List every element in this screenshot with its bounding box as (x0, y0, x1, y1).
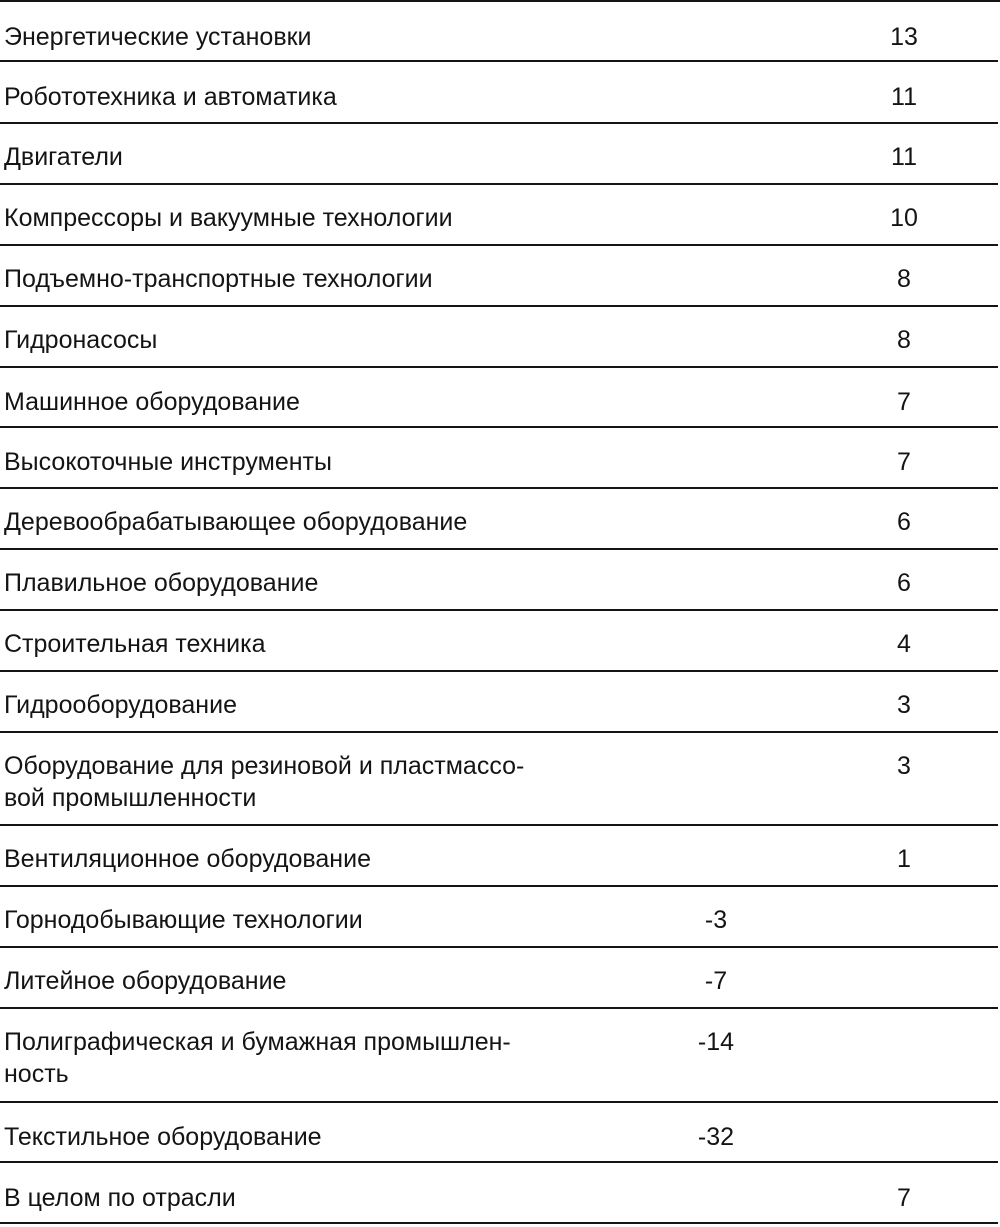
row-label-compressors: Компрессоры и вакуумные технологии (4, 204, 453, 232)
row-value-machinery: 7 (897, 388, 911, 416)
row-label-ventilation: Вентиляционное оборудование (4, 845, 371, 873)
row-label-industry-total: В целом по отрасли (4, 1184, 236, 1212)
row-value-foundry: -7 (704, 967, 728, 995)
row-value-mining: -3 (704, 906, 728, 934)
row-label-robotics: Робототехника и автоматика (4, 83, 337, 111)
row-label-lifting-transport: Подъемно-транспортные технологии (4, 265, 433, 293)
row-label-power-plants: Энергетические установки (4, 23, 312, 51)
row-divider (0, 487, 998, 489)
row-divider (0, 305, 998, 307)
row-value-compressors: 10 (890, 204, 918, 232)
row-divider (0, 885, 998, 887)
row-divider (0, 1161, 998, 1163)
row-value-woodworking: 6 (897, 508, 911, 536)
row-label-rubber-plastics: Оборудование для резиновой и пластмассо- вой промышленности (4, 752, 525, 812)
row-value-precision-tools: 7 (897, 448, 911, 476)
row-label-hydraulic-pumps: Гидронасосы (4, 326, 158, 354)
row-label-textile: Текстильное оборудование (4, 1123, 322, 1151)
table-top-rule (0, 0, 1000, 2)
row-label-melting: Плавильное оборудование (4, 569, 319, 597)
row-divider (0, 60, 998, 62)
row-divider (0, 731, 998, 733)
row-value-engines: 11 (891, 143, 917, 171)
row-divider (0, 244, 998, 246)
row-value-power-plants: 13 (890, 23, 918, 51)
row-divider (0, 824, 998, 826)
row-divider (0, 426, 998, 428)
row-value-ventilation: 1 (897, 845, 911, 873)
row-label-precision-tools: Высокоточные инструменты (4, 448, 332, 476)
row-value-rubber-plastics: 3 (897, 752, 911, 780)
table-bottom-rule (0, 1222, 998, 1224)
row-label-machinery: Машинное оборудование (4, 388, 300, 416)
row-divider (0, 609, 998, 611)
row-label-hydraulic-equipment: Гидрооборудование (4, 691, 237, 719)
row-value-robotics: 11 (891, 83, 917, 111)
row-value-construction: 4 (897, 630, 911, 658)
row-label-mining: Горнодобывающие технологии (4, 906, 363, 934)
row-value-industry-total: 7 (897, 1184, 911, 1212)
row-divider (0, 1007, 998, 1009)
row-label-foundry: Литейное оборудование (4, 967, 287, 995)
row-divider (0, 946, 998, 948)
row-value-textile: -32 (697, 1123, 735, 1151)
row-label-construction: Строительная техника (4, 630, 266, 658)
row-divider (0, 366, 998, 368)
row-value-lifting-transport: 8 (897, 265, 911, 293)
row-value-hydraulic-pumps: 8 (897, 326, 911, 354)
row-value-melting: 6 (897, 569, 911, 597)
row-divider (0, 183, 998, 185)
row-value-hydraulic-equipment: 3 (897, 691, 911, 719)
row-divider (0, 548, 998, 550)
row-label-woodworking: Деревообрабатывающее оборудование (4, 508, 468, 536)
row-divider (0, 1101, 998, 1103)
row-label-printing-paper: Полиграфическая и бумажная промышлен- ность (4, 1028, 511, 1088)
row-divider (0, 670, 998, 672)
row-label-engines: Двигатели (4, 143, 123, 171)
row-value-printing-paper: -14 (697, 1028, 735, 1056)
row-divider (0, 122, 998, 124)
